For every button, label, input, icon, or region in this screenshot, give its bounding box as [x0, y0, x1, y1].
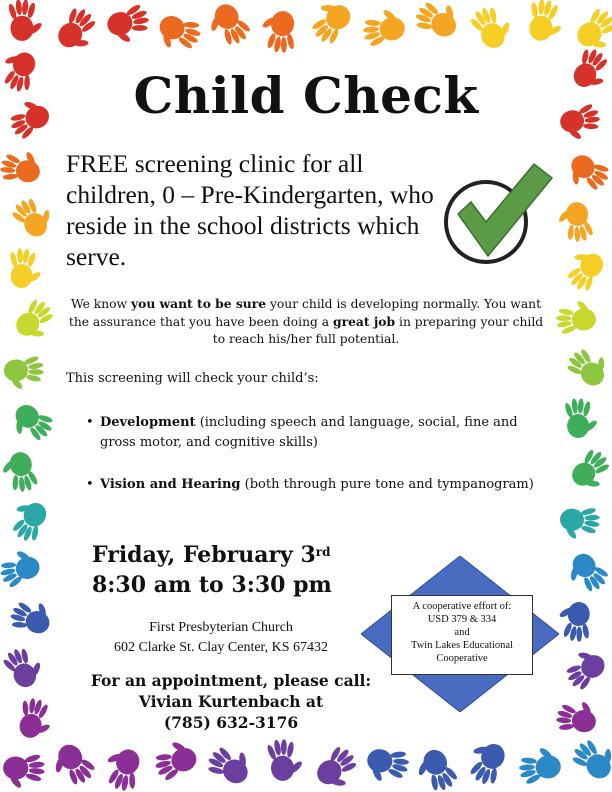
handprint-icon [7, 0, 43, 41]
para-bold: you want to be sure [130, 296, 267, 311]
handprint-icon [555, 200, 595, 245]
handprint-icon [565, 445, 612, 497]
phone-number: (785) 632-3176 [163, 713, 299, 732]
event-time: 8:30 am to 3:30 pm [92, 572, 332, 598]
intro-text: FREE screening clinic for all children, 0 – Pre-Kindergarten, who reside in the school districts which serve. [66, 149, 434, 271]
handprint-icon [203, 738, 257, 791]
handprint-icon [202, 0, 255, 53]
bullet-icon: • [86, 415, 94, 430]
handprint-icon [516, 744, 563, 787]
handprint-icon [0, 449, 40, 495]
bullet-title: Vision and Hearing [100, 477, 241, 492]
para-part: your child is developing normally. You want the assurance that you have been doing a [68, 297, 542, 329]
checkmark-icon [436, 152, 556, 272]
para-part: in preparing your child to reach his/her full potential. [212, 315, 544, 346]
handprint-icon [8, 190, 59, 242]
contact-name: Vivian Kurtenbach at [138, 692, 324, 711]
handprint-icon [104, 2, 154, 48]
handprint-icon [7, 247, 44, 289]
coop-line: USD 379 & 334 [427, 614, 497, 625]
handprint-icon [14, 696, 56, 742]
handprint-icon [9, 295, 61, 347]
handprint-icon [570, 4, 612, 59]
venue-name: First Presbyterian Church [149, 620, 293, 635]
list-item [86, 413, 536, 453]
handprint-icon [363, 744, 411, 787]
bullet-text: (both through pure tone and tympanogram) [240, 477, 534, 492]
coop-line: A cooperative effort of: [412, 601, 512, 612]
coop-line: and [454, 627, 470, 638]
handprint-icon [467, 0, 518, 54]
handprint-icon [360, 5, 408, 48]
handprint-icon [7, 593, 56, 639]
bullet-icon: • [86, 477, 94, 492]
handprint-icon [562, 148, 612, 199]
date-suffix: rd [315, 545, 331, 559]
handprint-icon [265, 737, 304, 782]
handprint-icon [153, 10, 205, 59]
checkmark-stroke [458, 164, 552, 256]
handprint-icon [561, 547, 612, 599]
handprint-icon [0, 545, 44, 591]
para-part: We know [70, 297, 131, 311]
handprint-icon [310, 742, 365, 792]
handprint-icon [0, 146, 44, 188]
handprint-icon [559, 243, 610, 295]
event-date: Friday, February 3 [92, 542, 316, 568]
handprint-icon [3, 355, 45, 392]
para-bold: great job [333, 314, 396, 329]
handprint-icon [411, 0, 464, 43]
handprint-icon [558, 643, 610, 694]
handprint-icon [99, 744, 145, 792]
handprint-icon [46, 738, 100, 792]
appointment-call [66, 670, 396, 733]
bullet-title: Development [100, 415, 196, 430]
handprint-icon [554, 696, 600, 737]
handprint-icon [564, 398, 599, 438]
handprint-icon [555, 298, 598, 336]
handprint-icon [411, 745, 462, 792]
handprint-icon [0, 641, 48, 692]
handprint-icon [4, 494, 53, 545]
handprint-icon [149, 735, 201, 784]
page-title: Child Check [133, 66, 479, 125]
handprint-icon [562, 340, 612, 392]
handprint-icon [5, 398, 57, 449]
handprint-icon [51, 3, 105, 58]
cooperative-box [391, 595, 533, 675]
handprint-icon [567, 731, 612, 786]
bullet-text: (including speech and language, social, fine and gross motor, and cognitive skills) [100, 415, 518, 450]
venue-address: 602 Clarke St. Clay Center, KS 67432 [113, 640, 329, 655]
venue [86, 618, 356, 658]
handprint-icon [259, 9, 298, 54]
handprint-icon [461, 735, 512, 789]
list-item [86, 475, 536, 495]
handprint-icon [555, 600, 594, 644]
coop-line: Twin Lakes Educational Cooperative [411, 640, 513, 664]
handprint-icon [559, 505, 600, 541]
call-line: For an appointment, please call: [90, 671, 372, 690]
assurance-paragraph [62, 295, 550, 348]
event-datetime [92, 540, 332, 600]
screening-lead: This screening will check your child’s: [66, 371, 319, 386]
handprint-icon [3, 753, 45, 789]
handprint-icon [303, 0, 358, 49]
handprint-icon [524, 0, 567, 44]
